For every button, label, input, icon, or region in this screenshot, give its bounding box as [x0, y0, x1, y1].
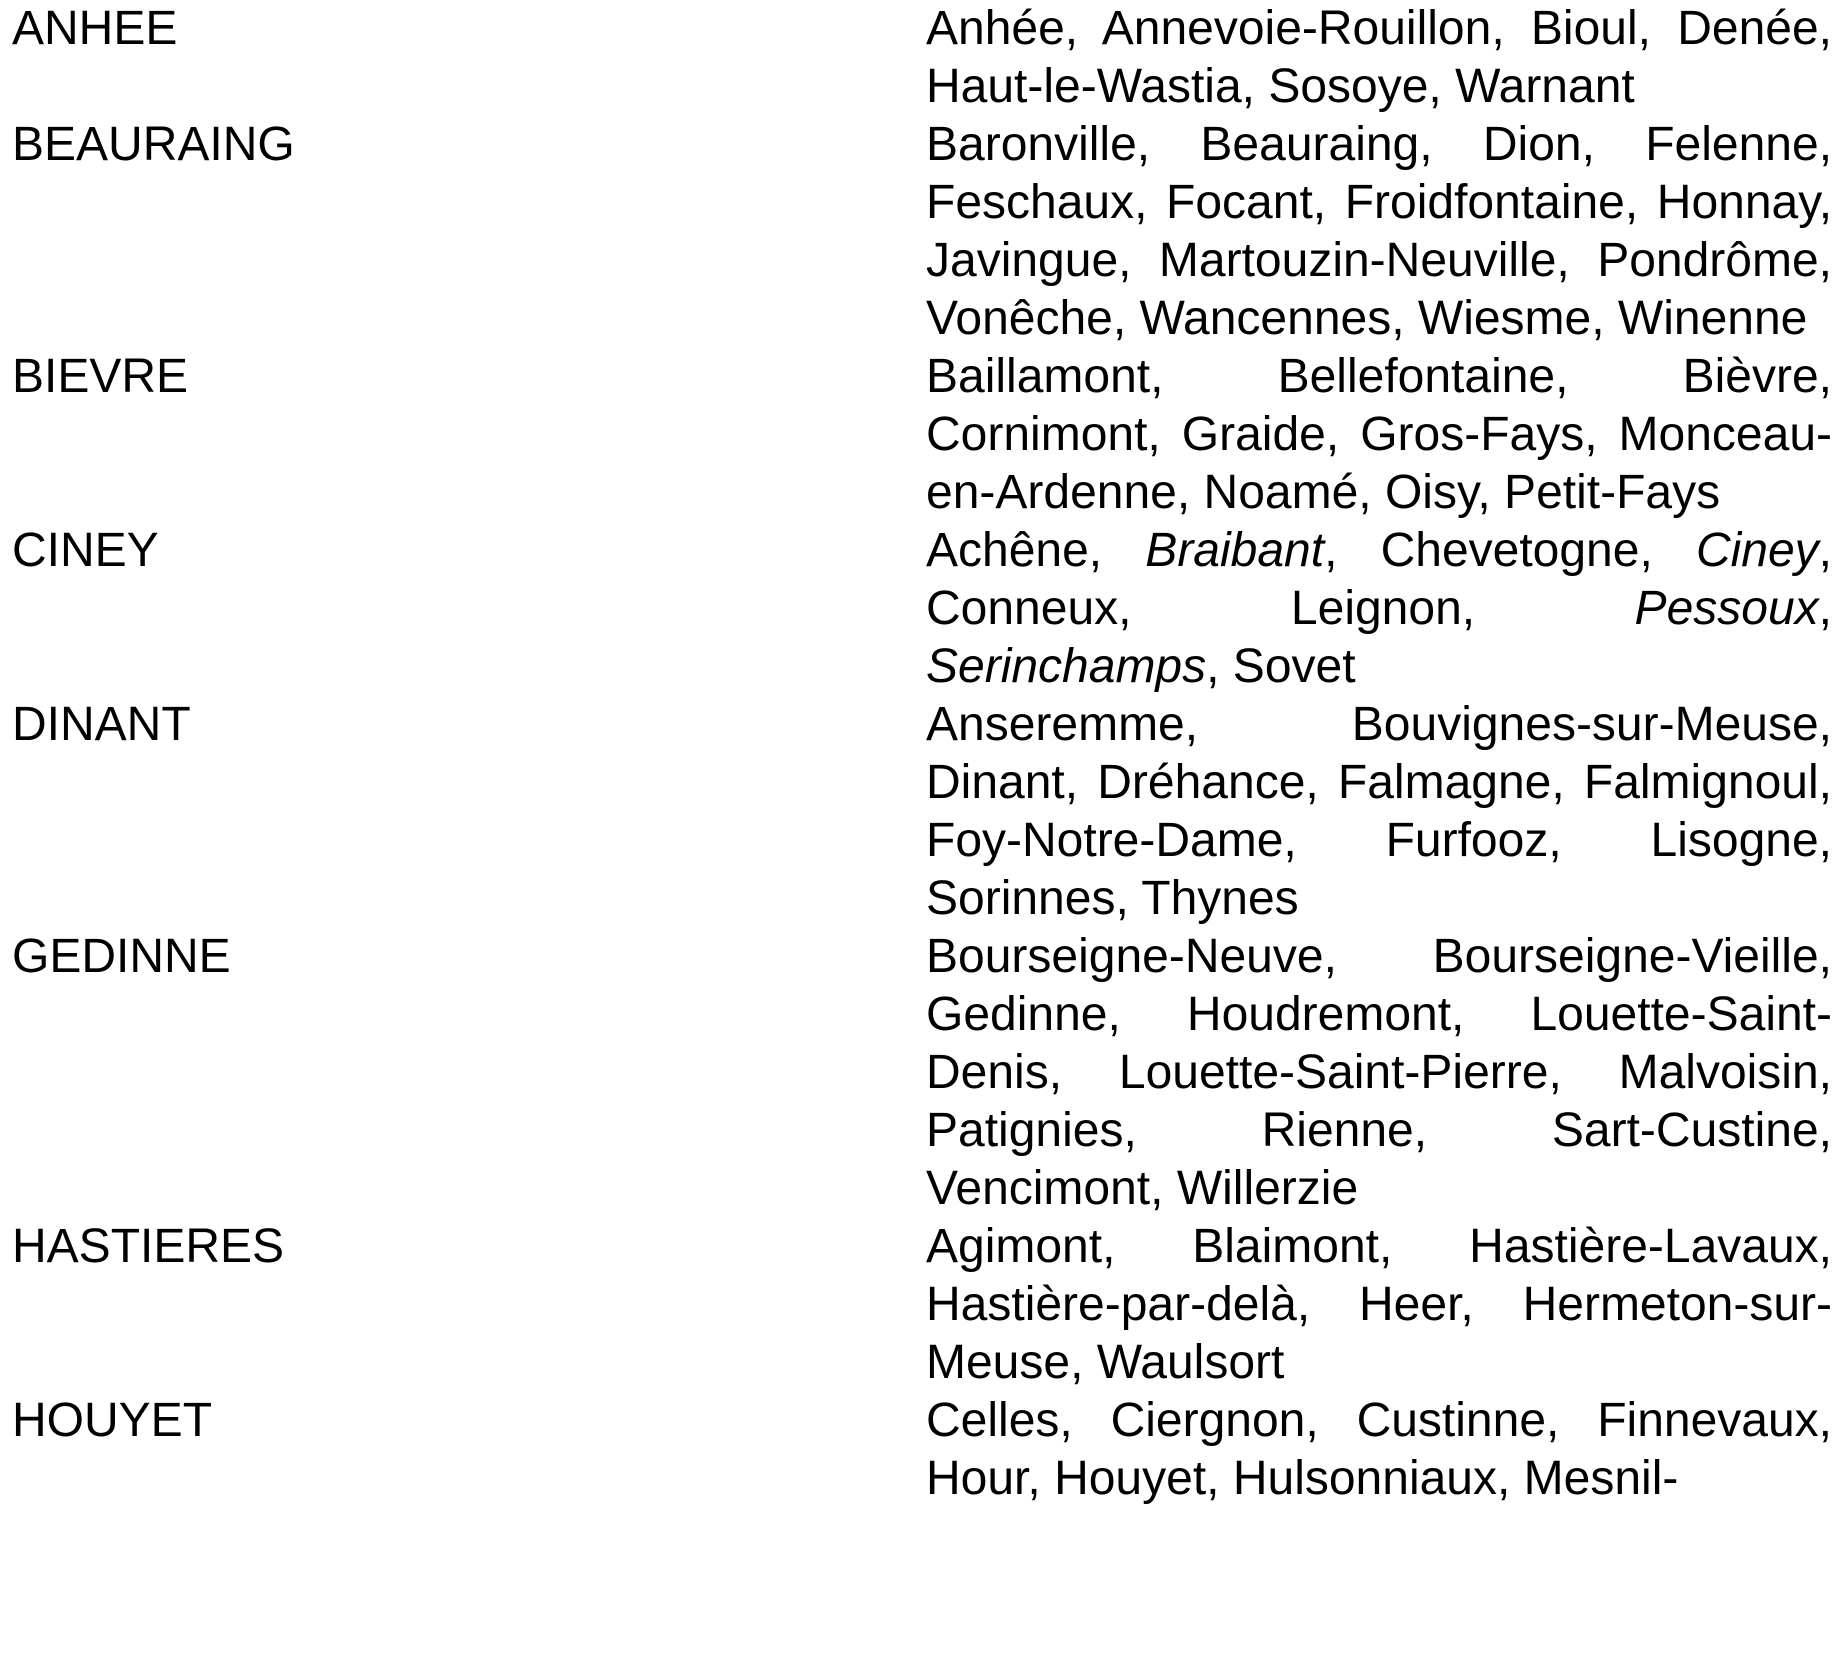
locality-name: Froidfontaine [1344, 176, 1625, 229]
locality-name: Chevetogne [1380, 524, 1640, 577]
locality-name: Furfooz [1385, 814, 1549, 867]
locality-name: Louette-Saint-Denis [926, 988, 1832, 1099]
locality-name: Hour [926, 1452, 1028, 1505]
locality-name: Winenne [1617, 292, 1808, 345]
locality-name: Bellefontaine [1277, 350, 1556, 403]
localities-list: Anhée, Annevoie-Rouillon, Bioul, Denée, Haut-le-Wastia, Sosoye, Warnant [926, 2, 1832, 113]
locality-name: Monceau-en-Ardenne [926, 408, 1832, 519]
localities-list: Baronville, Beauraing, Dion, Felenne, Feschaux, Focant, Froidfontaine, Honnay, Javingue, Martouzin-Neuville, Pondrôme, Vonêche, Wancennes, Wiesme, Winenne [926, 118, 1833, 345]
locality-name: Vonêche [926, 292, 1113, 345]
locality-name: Bourseigne-Vieille [1432, 930, 1819, 983]
commune-name: ANHEE [12, 2, 178, 55]
locality-name: Falmagne [1337, 756, 1552, 809]
locality-name: Achêne [926, 524, 1089, 577]
locality-name: Martouzin-Neuville [1158, 234, 1557, 287]
commune-name: BEAURAING [12, 118, 295, 171]
locality-name: Thynes [1141, 872, 1299, 925]
locality-name: Lisogne [1650, 814, 1819, 867]
locality-name: Bioul [1530, 2, 1638, 55]
locality-name: Hastière-Lavaux [1469, 1220, 1819, 1273]
table-row [0, 696, 1835, 928]
table-row [0, 522, 1835, 696]
locality-name: Gedinne [926, 988, 1108, 1041]
commune-name: DINANT [12, 698, 191, 751]
locality-name: Patignies [926, 1104, 1124, 1157]
locality-name: Heer [1359, 1278, 1461, 1331]
locality-name: Beauraing [1200, 118, 1420, 171]
locality-name: Louette-Saint-Pierre [1118, 1046, 1549, 1099]
locality-name: Hastière-par-delà [926, 1278, 1297, 1331]
locality-name: Focant [1166, 176, 1313, 229]
table-row [0, 928, 1835, 1218]
commune-name: CINEY [12, 524, 159, 577]
locality-name: Finnevaux [1597, 1394, 1819, 1447]
locality-name: Willerzie [1176, 1162, 1359, 1215]
locality-name: Honnay [1656, 176, 1819, 229]
commune-name: GEDINNE [12, 930, 231, 983]
locality-name: Dion [1482, 118, 1582, 171]
locality-name: Anseremme [926, 698, 1185, 751]
localities-list: Bourseigne-Neuve, Bourseigne-Vieille, Gedinne, Houdremont, Louette-Saint-Denis, Louette-Saint-Pierre, Malvoisin, Patignies, Rienne, Sart-Custine, Vencimont, Willerzie [926, 930, 1832, 1215]
locality-name: Noamé [1203, 466, 1359, 519]
localities-list: Agimont, Blaimont, Hastière-Lavaux, Hastière-par-delà, Heer, Hermeton-sur-Meuse, Waulsort [926, 1220, 1832, 1389]
locality-name: Pondrôme [1597, 234, 1819, 287]
locality-name: Mesnil- [1523, 1452, 1679, 1505]
table-row [0, 0, 1835, 116]
locality-name: Baronville [926, 118, 1137, 171]
locality-name: Hulsonniaux [1232, 1452, 1497, 1505]
locality-name: Feschaux [926, 176, 1135, 229]
locality-name: Blaimont [1192, 1220, 1379, 1273]
locality-name: Graide [1181, 408, 1326, 461]
locality-name: Bièvre [1682, 350, 1819, 403]
locality-name: Wancennes [1139, 292, 1392, 345]
locality-name: Anhée [926, 2, 1065, 55]
locality-name: Sovet [1232, 640, 1356, 693]
locality-name: Sorinnes [926, 872, 1116, 925]
locality-name: Foy-Notre-Dame [926, 814, 1284, 867]
localities-list: Baillamont, Bellefontaine, Bièvre, Cornimont, Graide, Gros-Fays, Monceau-en-Ardenne, Noamé, Oisy, Petit-Fays [926, 350, 1832, 519]
locality-name: Braibant [1145, 524, 1325, 577]
table-row [0, 116, 1835, 348]
locality-name: Bouvignes-sur-Meuse [1351, 698, 1819, 751]
locality-name: Custinne [1356, 1394, 1547, 1447]
locality-name: Gros-Fays [1360, 408, 1585, 461]
locality-name: Houyet [1054, 1452, 1207, 1505]
locality-name: Baillamont [926, 350, 1151, 403]
localities-list: Anseremme, Bouvignes-sur-Meuse, Dinant, Dréhance, Falmagne, Falmignoul, Foy-Notre-Dame, Furfooz, Lisogne, Sorinnes, Thynes [926, 698, 1832, 925]
locality-name: Felenne [1645, 118, 1819, 171]
locality-name: Annevoie-Rouillon [1101, 2, 1492, 55]
locality-name: Sart-Custine [1551, 1104, 1819, 1157]
locality-name: Denée [1677, 2, 1819, 55]
locality-name: Bourseigne-Neuve [926, 930, 1324, 983]
locality-name: Haut-le-Wastia [926, 60, 1242, 113]
table-row [0, 1392, 1835, 1508]
locality-name: Conneux [926, 582, 1119, 635]
locality-name: Sosoye [1268, 60, 1429, 113]
locality-name: Dréhance [1097, 756, 1306, 809]
locality-name: Cornimont [926, 408, 1148, 461]
locality-name: Petit-Fays [1504, 466, 1721, 519]
locality-name: Ciergnon [1110, 1394, 1306, 1447]
localities-list: Celles, Ciergnon, Custinne, Finnevaux, Hour, Houyet, Hulsonniaux, Mesnil- [926, 1394, 1833, 1505]
commune-name: HASTIERES [12, 1220, 285, 1273]
locality-name: Houdremont [1186, 988, 1452, 1041]
locality-name: Hermeton-sur-Meuse [926, 1278, 1832, 1389]
table-row [0, 1218, 1835, 1392]
table-row [0, 348, 1835, 522]
locality-name: Malvoisin [1618, 1046, 1819, 1099]
locality-name: Wiesme [1417, 292, 1592, 345]
locality-name: Falmignoul [1583, 756, 1819, 809]
commune-name: BIEVRE [12, 350, 189, 403]
locality-name: Agimont [926, 1220, 1103, 1273]
commune-name: HOUYET [12, 1394, 213, 1447]
locality-name: Leignon [1290, 582, 1462, 635]
locality-name: Ciney [1695, 524, 1819, 577]
locality-name: Dinant [926, 756, 1065, 809]
locality-name: Warnant [1455, 60, 1635, 113]
localities-list: Achêne, Braibant, Chevetogne, Ciney, Conneux, Leignon, Pessoux, Serinchamps, Sovet [926, 524, 1833, 693]
locality-name: Vencimont [926, 1162, 1151, 1215]
locality-name: Oisy [1384, 466, 1478, 519]
locality-name: Waulsort [1096, 1336, 1285, 1389]
locality-name: Rienne [1261, 1104, 1414, 1157]
locality-name: Pessoux [1634, 582, 1819, 635]
locality-name: Javingue [926, 234, 1119, 287]
locality-name: Serinchamps [926, 640, 1207, 693]
locality-name: Celles [926, 1394, 1060, 1447]
